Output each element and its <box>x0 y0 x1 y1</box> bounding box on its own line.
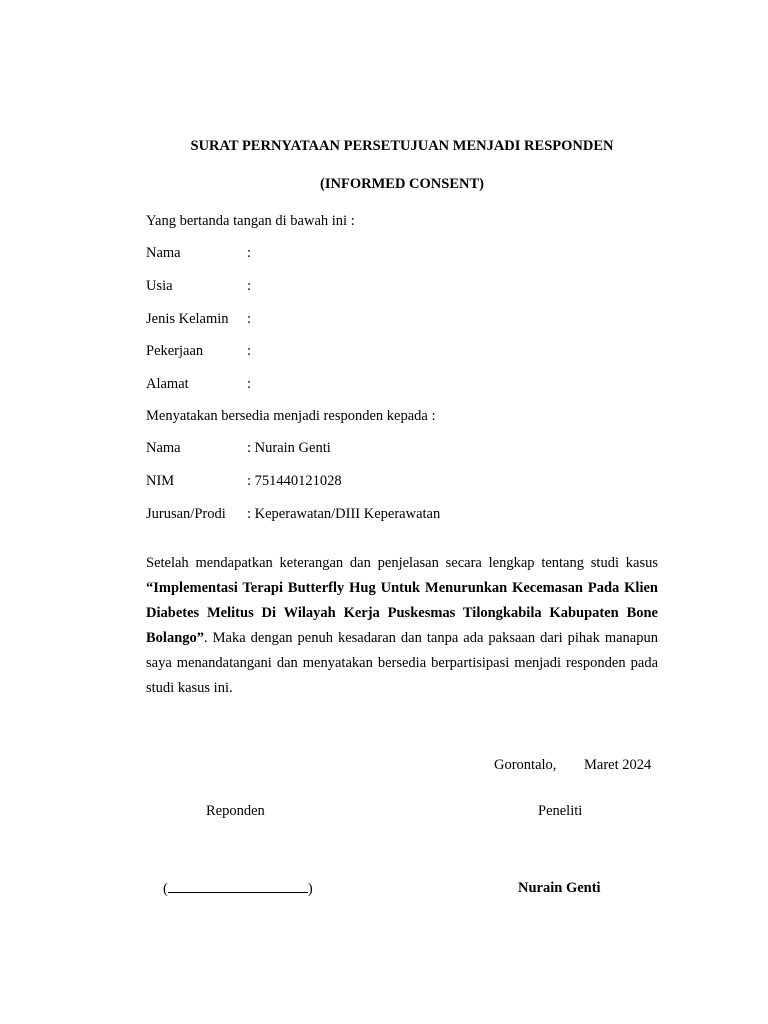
intro-text: Yang bertanda tangan di bawah ini : <box>146 213 355 229</box>
date-text: Maret 2024 <box>584 757 652 773</box>
researcher-signature-name: Nurain Genti <box>518 880 601 896</box>
researcher-value-nama: : Nurain Genti <box>247 440 331 456</box>
researcher-label-nama: Nama <box>146 440 181 456</box>
respondent-signature-label: Reponden <box>206 803 265 819</box>
signature-blank <box>168 880 308 893</box>
statement-text: Menyatakan bersedia menjadi responden kepada : <box>146 408 436 424</box>
researcher-label-jurusan: Jurusan/Prodi <box>146 506 226 522</box>
field-label-jenis-kelamin: Jenis Kelamin <box>146 311 229 327</box>
consent-paragraph <box>146 551 658 701</box>
researcher-label-nim: NIM <box>146 473 175 489</box>
paragraph-closing: . Maka dengan penuh kesadaran dan tanpa ada paksaan dari pihak manapun saya menandatangani dan menyatakan bersedia berpartisipasi menjadi responden pada studi kasus ini. <box>146 630 658 696</box>
field-value-alamat: : <box>247 376 252 392</box>
field-label-nama: Nama <box>146 245 181 261</box>
signature-open-paren: ( <box>163 881 168 897</box>
researcher-value-jurusan: : Keperawatan/DIII Keperawatan <box>247 506 441 522</box>
field-value-usia: : <box>247 278 252 294</box>
field-value-pekerjaan: : <box>247 343 252 359</box>
field-label-usia: Usia <box>146 278 173 294</box>
field-label-pekerjaan: Pekerjaan <box>146 343 204 359</box>
document-subtitle: (INFORMED CONSENT) <box>320 176 484 192</box>
field-label-alamat: Alamat <box>146 376 189 392</box>
researcher-value-nim: : 751440121028 <box>247 473 342 489</box>
field-value-nama: : <box>247 245 252 261</box>
paragraph-intro: Setelah mendapatkan keterangan dan penjelasan secara lengkap tentang studi kasus <box>146 555 658 571</box>
signature-close-paren: ) <box>307 881 313 897</box>
researcher-signature-label: Peneliti <box>538 803 583 819</box>
place-text: Gorontalo, <box>494 757 557 773</box>
study-title: “Implementasi Terapi Butterfly Hug Untuk Menurunkan Kecemasan Pada Klien Diabetes Melitus Di Wilayah Kerja Puskesmas Tilongkabila Kabupaten Bone Bolango” <box>146 580 658 646</box>
respondent-signature-line <box>163 880 313 898</box>
field-value-jenis-kelamin: : <box>247 311 252 327</box>
document-title: SURAT PERNYATAAN PERSETUJUAN MENJADI RESPONDEN <box>190 138 614 154</box>
